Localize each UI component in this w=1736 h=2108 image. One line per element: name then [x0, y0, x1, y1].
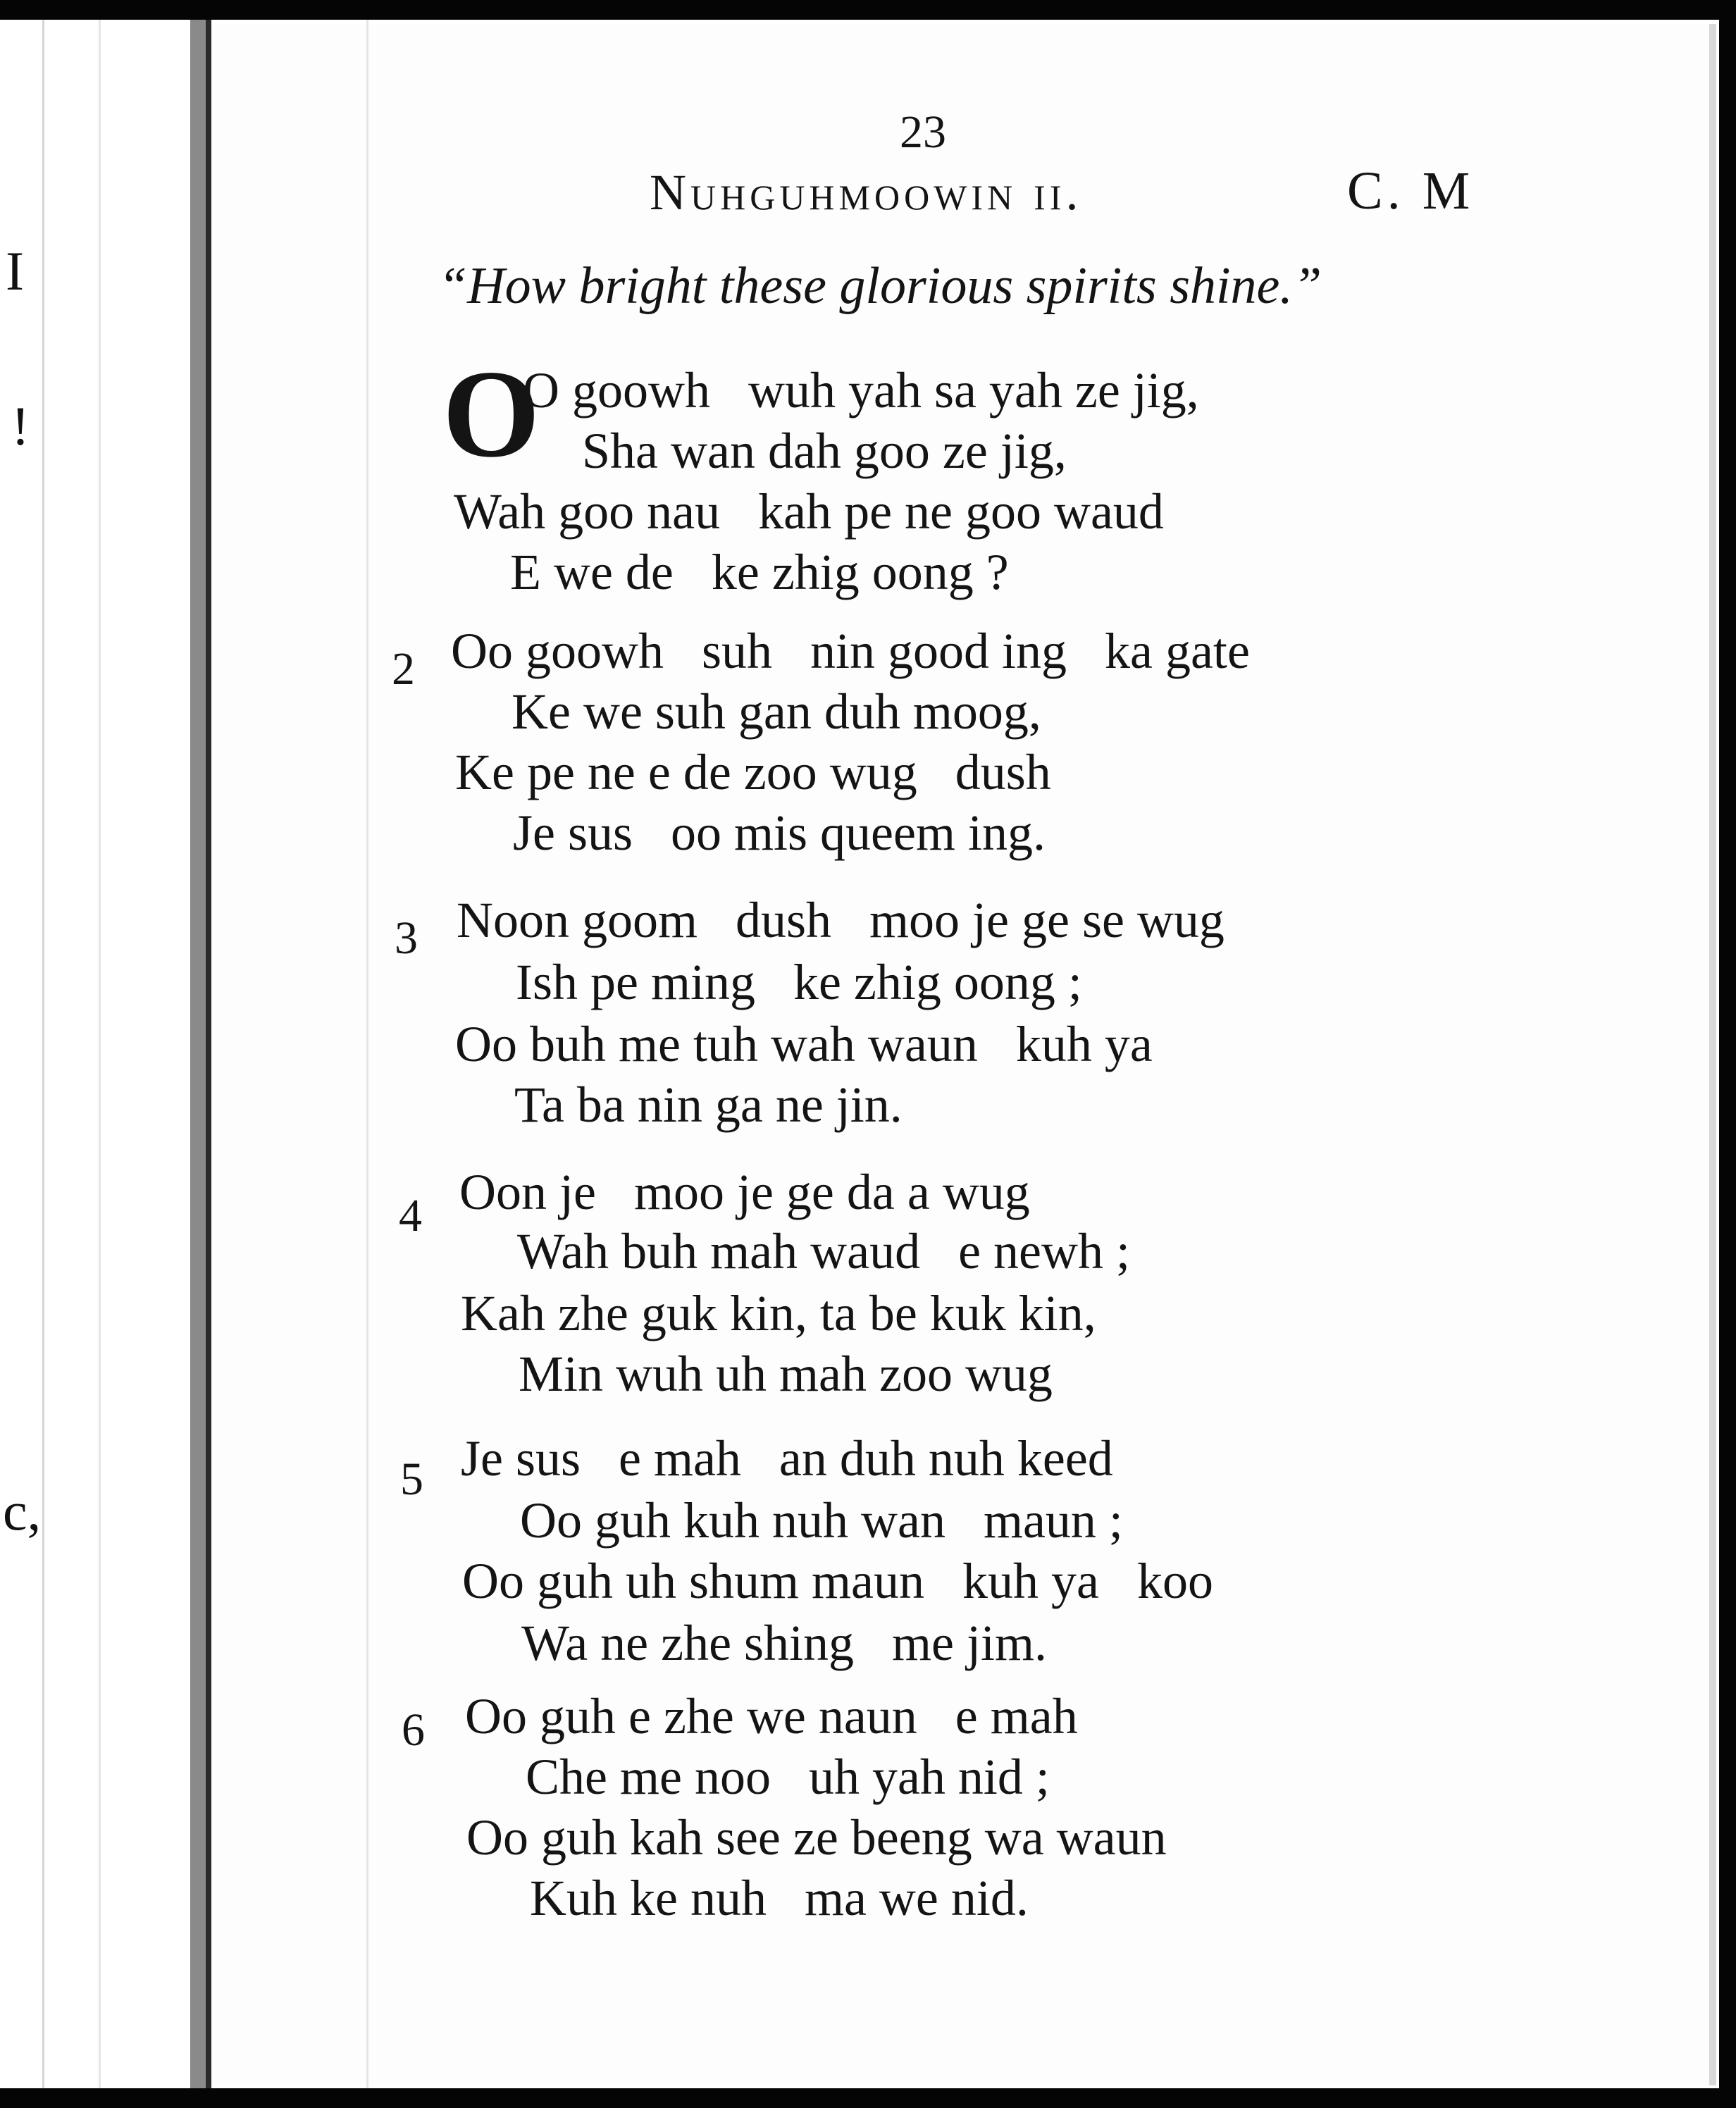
- verse-number: 6: [402, 1704, 425, 1756]
- page-crease: [366, 20, 368, 2088]
- scan-border-bottom: [0, 2088, 1736, 2108]
- page-crease: [99, 20, 101, 2088]
- verse-number: 4: [399, 1190, 422, 1241]
- stanza-line: Wa ne zhe shing me jim.: [521, 1615, 1048, 1671]
- stanza-line: Noon goom dush moo je ge se wug: [457, 892, 1224, 948]
- stanza-line: Min wuh uh mah zoo wug: [519, 1346, 1053, 1402]
- verse-number: 3: [395, 912, 418, 964]
- book-spine: [190, 20, 206, 2088]
- stanza-line: Je sus oo mis queem ing.: [513, 805, 1046, 861]
- stanza-line: Wah buh mah waud e newh ;: [517, 1223, 1130, 1279]
- stanza-line: Kuh ke nuh ma we nid.: [530, 1870, 1029, 1926]
- stanza-line: Ta ba nin ga ne jin.: [514, 1077, 903, 1133]
- verse-number: 2: [392, 643, 415, 695]
- page-crease: [42, 20, 44, 2088]
- stanza-line: Sha wan dah goo ze jig,: [582, 423, 1067, 479]
- stanza-line: Oon je moo je ge da a wug: [459, 1164, 1030, 1220]
- margin-fragment: !: [11, 395, 30, 457]
- stanza-line: Ish pe ming ke zhig oong ;: [516, 954, 1082, 1010]
- stanza-line: Che me noo uh yah nid ;: [526, 1749, 1050, 1805]
- margin-fragment: I: [6, 240, 24, 302]
- stanza-line: Oo buh me tuh wah waun kuh ya: [455, 1016, 1153, 1072]
- scan-border-top: [0, 0, 1736, 20]
- hymn-tune: “How bright these glorious spirits shine.”: [438, 257, 1322, 315]
- stanza-line: Oo guh kuh nuh wan maun ;: [520, 1492, 1123, 1549]
- verse-number: 5: [400, 1453, 423, 1505]
- stanza-line: E we de ke zhig oong ?: [510, 544, 1009, 600]
- scan-border-right: [1719, 0, 1736, 2108]
- stanza-line: Oo guh kah see ze beeng wa waun: [466, 1809, 1167, 1866]
- hymn-title: Nuhguhmoowin ii.: [650, 164, 1083, 221]
- margin-fragment: c,: [3, 1480, 42, 1542]
- stanza-line: Ke pe ne e de zoo wug dush: [455, 744, 1051, 800]
- stanza-line: Oo goowh suh nin good ing ka gate: [451, 623, 1250, 679]
- stanza-line: Oo guh e zhe we naun e mah: [465, 1688, 1078, 1744]
- stanza-line: Wah goo nau kah pe ne goo waud: [454, 483, 1164, 540]
- drop-cap: O: [442, 344, 540, 483]
- facing-page-edge: [0, 20, 190, 2088]
- stanza-line: Je sus e mah an duh nuh keed: [461, 1430, 1113, 1487]
- stanza-line: Oo guh uh shum maun kuh ya koo: [462, 1553, 1213, 1609]
- hymn-meter: C. M: [1347, 161, 1475, 221]
- page-number: 23: [900, 106, 946, 158]
- stanza-line: Kah zhe guk kin, ta be kuk kin,: [461, 1285, 1096, 1341]
- stanza-line: Ke we suh gan duh moog,: [512, 683, 1041, 740]
- stanza-line: O goowh wuh yah sa yah ze jig,: [523, 362, 1199, 418]
- book-spine-shadow: [206, 20, 211, 2088]
